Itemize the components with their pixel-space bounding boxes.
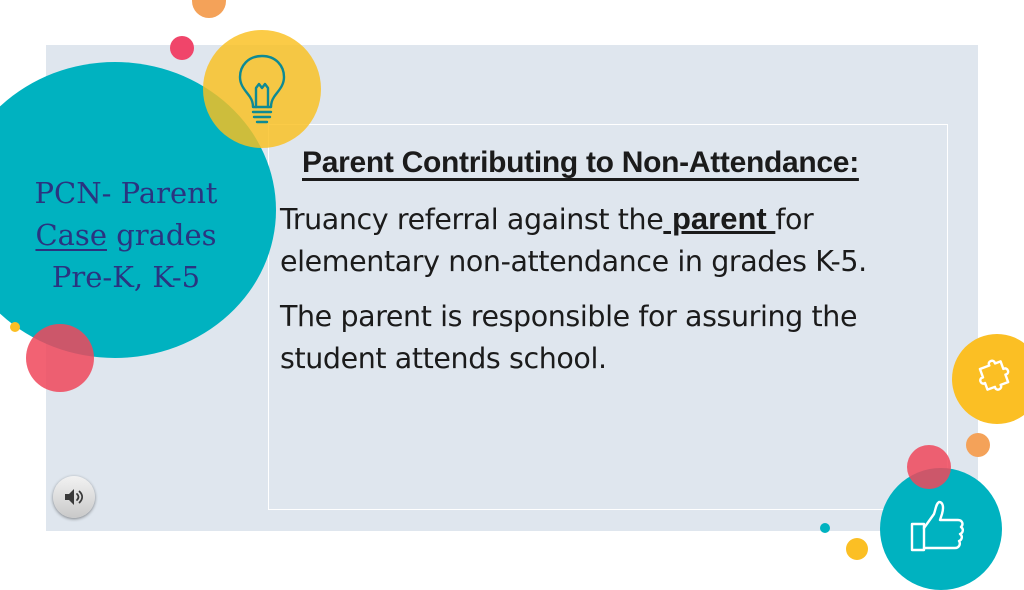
slide-body — [280, 198, 930, 393]
section-title — [16, 172, 236, 298]
decor-circle-coral-right — [907, 445, 951, 489]
section-title-grades: grades — [106, 218, 217, 252]
paragraph-referral-after: for elementary non-attendance in grades K-5. — [280, 203, 867, 278]
decor-dot-yellow-bottom — [846, 538, 868, 560]
section-title-line2 — [16, 214, 236, 256]
puzzle-icon — [972, 354, 1020, 406]
paragraph-referral-before: Truancy referral against the — [280, 203, 664, 236]
section-title-line3: Pre-K, K-5 — [51, 260, 201, 294]
decor-dot-orange — [966, 433, 990, 457]
paragraph-responsibility: The parent is responsible for assuring the student attends school. — [280, 300, 858, 375]
lightbulb-icon — [235, 52, 289, 130]
decor-dot-yellow — [10, 322, 20, 332]
parent-emphasis: parent — [663, 201, 776, 236]
paragraph-referral — [280, 198, 930, 283]
slide-heading: Parent Contributing to Non-Attendance: — [302, 146, 859, 179]
thumbs-up-icon — [908, 498, 968, 558]
decor-circle-pink — [170, 36, 194, 60]
decor-dot-teal — [820, 523, 830, 533]
decor-circle-orange-top — [192, 0, 226, 18]
speaker-icon — [62, 485, 86, 509]
section-title-line1: PCN- Parent — [34, 176, 218, 210]
audio-play-button[interactable] — [53, 476, 95, 518]
section-title-case: Case — [35, 218, 107, 252]
decor-circle-coral-left — [26, 324, 94, 392]
